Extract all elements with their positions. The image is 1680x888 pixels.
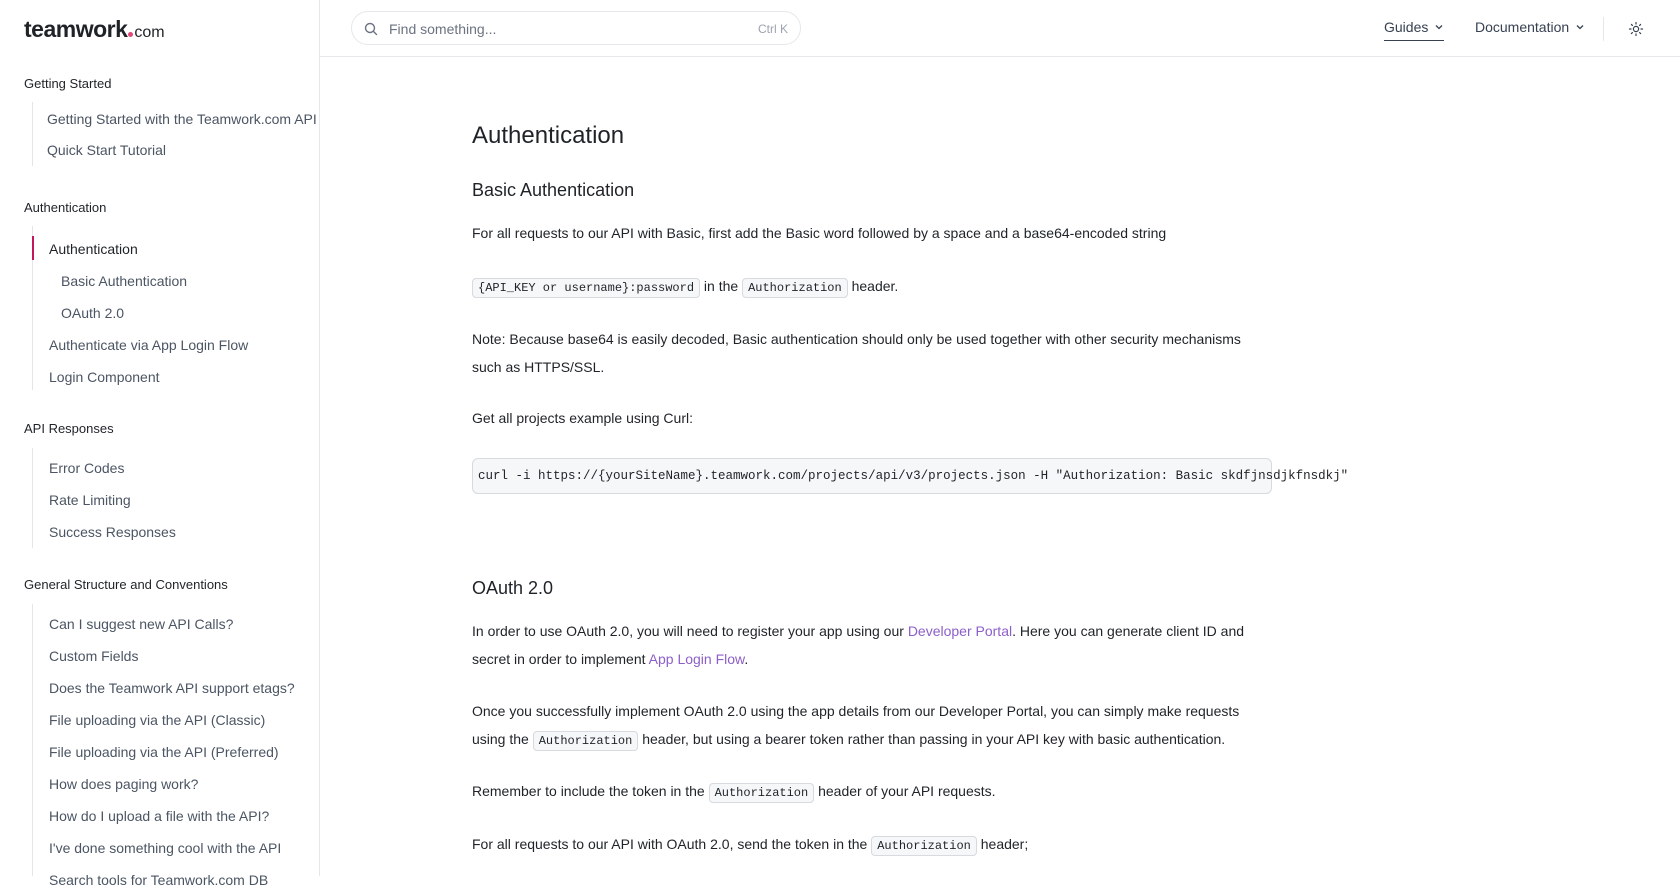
sidebar-item-quick-start[interactable]: Quick Start Tutorial [47, 142, 167, 158]
header-divider [1603, 17, 1604, 41]
oauth-paragraph-remember [472, 777, 1272, 807]
basic-auth-credentials-paragraph [472, 272, 1272, 302]
sidebar-item-app-login-flow[interactable]: Authenticate via App Login Flow [49, 337, 249, 353]
sidebar-item-search-tools[interactable]: Search tools for Teamwork.com DB [49, 872, 269, 888]
section-title-general-structure: General Structure and Conventions [24, 577, 228, 592]
sidebar-item-login-component[interactable]: Login Component [49, 369, 160, 385]
sidebar-item-done-something-cool[interactable]: I've done something cool with the API [49, 840, 282, 856]
basic-auth-note: Note: Because base64 is easily decoded, Basic authentication should only be used together with other security mechanisms such as HTTPS/SSL. [472, 331, 1241, 375]
sidebar [0, 0, 320, 888]
sidebar-item-upload-file[interactable]: How do I upload a file with the API? [49, 808, 270, 824]
sidebar-item-etags[interactable]: Does the Teamwork API support etags? [49, 680, 295, 696]
oauth-paragraph-requests [472, 697, 1272, 755]
oauth-paragraph-send-token [472, 830, 1272, 860]
theme-toggle-button[interactable] [1626, 19, 1646, 39]
sidebar-item-authentication[interactable]: Authentication [49, 241, 138, 257]
nav-group-authentication [32, 226, 292, 390]
section-title-authentication: Authentication [24, 200, 107, 215]
search-icon [364, 22, 378, 36]
oauth-p3-text-b: header of your API requests. [814, 783, 996, 799]
oauth-p2-text-b: header, but using a bearer token rather than passing in your API key with basic authentication. [638, 731, 1226, 747]
inline-code-authorization: Authorization [709, 783, 815, 803]
section-title-api-responses: API Responses [24, 421, 114, 436]
chevron-down-icon [1434, 22, 1444, 32]
basic-auth-paragraph: For all requests to our API with Basic, first add the Basic word followed by a space and a base64-encoded string [472, 225, 1167, 241]
chevron-down-icon [1575, 22, 1585, 32]
active-indicator [32, 236, 34, 260]
nav-guides-label: Guides [1384, 19, 1429, 35]
sidebar-item-custom-fields[interactable]: Custom Fields [49, 648, 139, 664]
inline-code-credentials: {API_KEY or username}:password [472, 278, 700, 298]
search-box[interactable] [351, 11, 801, 45]
nav-guides[interactable] [1384, 19, 1444, 35]
curl-example-label: Get all projects example using Curl: [472, 410, 693, 426]
nav-group-api-responses [32, 448, 292, 548]
sidebar-item-file-upload-classic[interactable]: File uploading via the API (Classic) [49, 712, 266, 728]
sun-icon [1626, 19, 1646, 39]
oauth-paragraph-register [472, 617, 1272, 673]
oauth-p1-text-b: . Here you can generate client ID and secret in order to implement [472, 623, 1245, 667]
top-header [320, 0, 1680, 57]
nav-group-general-structure [32, 604, 295, 888]
inline-code-authorization: Authorization [533, 731, 639, 751]
oauth-p4-text-a: For all requests to our API with OAuth 2.0, send the token in the [472, 836, 872, 852]
teamwork-logo[interactable] [24, 16, 165, 40]
sidebar-item-oauth[interactable]: OAuth 2.0 [61, 305, 125, 321]
search-placeholder: Find something... [389, 21, 497, 37]
sidebar-item-file-upload-preferred[interactable]: File uploading via the API (Preferred) [49, 744, 279, 760]
curl-command: curl -i https://{yourSiteName}.teamwork.com/projects/api/v3/projects.json -H "Authorization: Basic skdfjnsdjkfnsdkj" [478, 469, 1349, 483]
nav-documentation-label: Documentation [1475, 19, 1570, 35]
logo-dot [128, 32, 133, 37]
text-header: header. [847, 278, 899, 294]
oauth-p4-text-b: header; [976, 836, 1029, 852]
oauth-p1-text-c: . [744, 651, 749, 667]
curl-code-block[interactable] [472, 458, 1349, 494]
text-in-the: in the [700, 278, 743, 294]
sidebar-item-success-responses[interactable]: Success Responses [49, 524, 176, 540]
inline-code-authorization: Authorization [742, 278, 848, 298]
app-login-flow-link[interactable]: App Login Flow [648, 651, 745, 667]
oauth-p1-text-a: In order to use OAuth 2.0, you will need to register your app using our [472, 623, 908, 639]
sidebar-item-error-codes[interactable]: Error Codes [49, 460, 125, 476]
sidebar-item-getting-started-api[interactable]: Getting Started with the Teamwork.com API [47, 111, 317, 127]
sidebar-item-basic-authentication[interactable]: Basic Authentication [61, 273, 188, 289]
oauth-heading: OAuth 2.0 [472, 578, 554, 598]
developer-portal-link[interactable]: Developer Portal [907, 623, 1013, 639]
sidebar-item-rate-limiting[interactable]: Rate Limiting [49, 492, 131, 508]
page-title: Authentication [472, 122, 625, 149]
sidebar-item-paging[interactable]: How does paging work? [49, 776, 199, 792]
section-title-getting-started: Getting Started [24, 76, 112, 91]
sidebar-item-suggest-api-calls[interactable]: Can I suggest new API Calls? [49, 616, 234, 632]
oauth-p3-text-a: Remember to include the token in the [472, 783, 709, 799]
nav-documentation[interactable] [1475, 19, 1585, 35]
basic-authentication-heading: Basic Authentication [472, 180, 635, 200]
logo-tld: com [134, 24, 165, 41]
nav-group-getting-started [32, 102, 317, 166]
search-shortcut: Ctrl K [758, 22, 788, 36]
logo-word: teamwork [24, 16, 128, 42]
oauth-p2-text-a: Once you successfully implement OAuth 2.0 using the app details from our Developer Portal, you can simply make requests using the [472, 703, 1240, 747]
inline-code-authorization: Authorization [871, 836, 977, 856]
